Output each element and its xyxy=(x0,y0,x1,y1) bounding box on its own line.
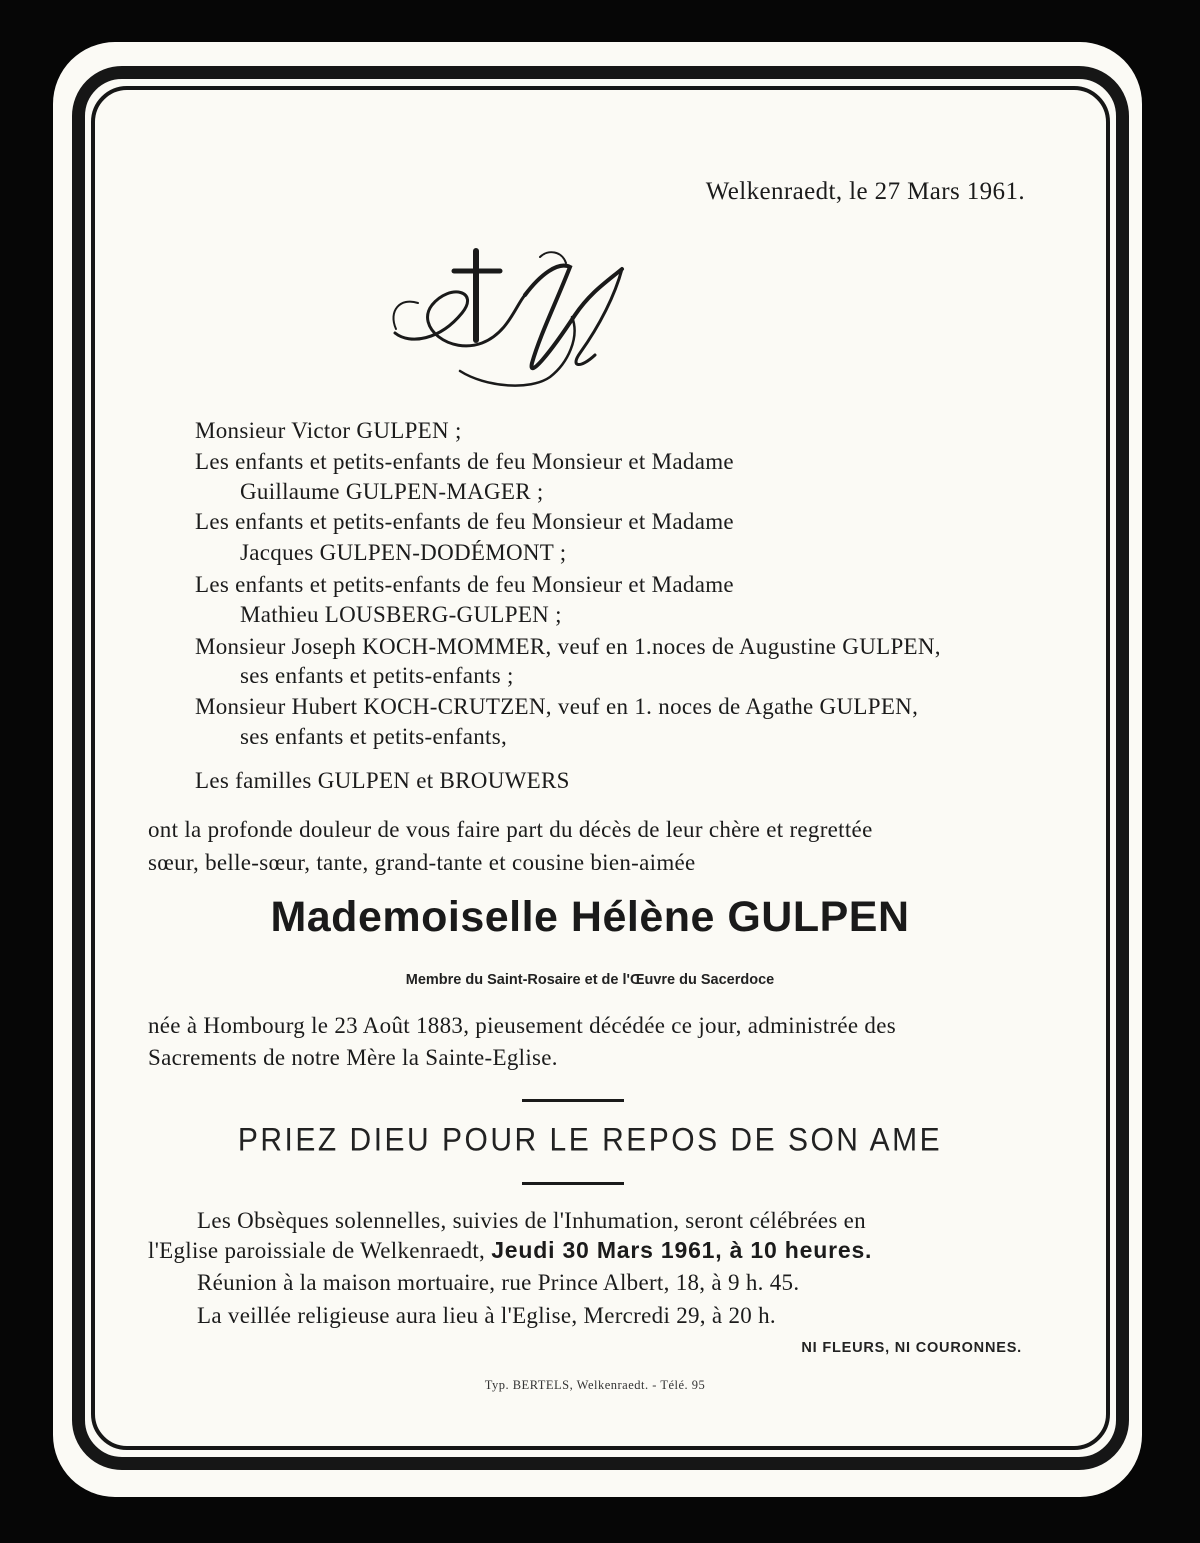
date-line: Welkenraedt, le 27 Mars 1961. xyxy=(705,178,1025,205)
mourner-line: Les familles GULPEN et BROUWERS xyxy=(195,768,570,793)
divider-top xyxy=(522,1099,624,1102)
membership-line: Membre du Saint-Rosaire et de l'Œuvre du Sacerdoce xyxy=(405,972,775,988)
announcement-line: sœur, belle-sœur, tante, grand-tante et cousine bien-aimée xyxy=(148,850,696,875)
mourner-line: Jacques GULPEN-DODÉMONT ; xyxy=(240,540,567,565)
mourner-line: Guillaume GULPEN-MAGER ; xyxy=(240,479,544,504)
mourner-line: Les enfants et petits-enfants de feu Monsieur et Madame xyxy=(195,572,734,597)
mourner-line: Monsieur Hubert KOCH-CRUTZEN, veuf en 1. noces de Agathe GULPEN, xyxy=(195,694,919,719)
no-flowers-notice: NI FLEURS, NI COURONNES. xyxy=(801,1340,1022,1356)
mourner-line: Les enfants et petits-enfants de feu Monsieur et Madame xyxy=(195,449,734,474)
funeral-church: l'Eglise paroissiale de Welkenraedt, xyxy=(148,1238,486,1263)
mourner-line: Monsieur Victor GULPEN ; xyxy=(195,418,462,443)
funeral-line: La veillée religieuse aura lieu à l'Eglise, Mercredi 29, à 20 h. xyxy=(197,1303,776,1328)
prayer-heading: PRIEZ DIEU POUR LE REPOS DE SON AME xyxy=(237,1122,943,1159)
mourner-line: ses enfants et petits-enfants, xyxy=(240,724,508,749)
divider-bottom xyxy=(522,1182,624,1185)
printer-credit: Typ. BERTELS, Welkenraedt. - Télé. 95 xyxy=(484,1378,706,1392)
mourner-line: Les enfants et petits-enfants de feu Monsieur et Madame xyxy=(195,509,734,534)
cross-monogram-icon xyxy=(390,245,630,395)
funeral-line: Réunion à la maison mortuaire, rue Prince Albert, 18, à 9 h. 45. xyxy=(197,1270,800,1295)
deceased-name: Mademoiselle Hélène GULPEN xyxy=(270,893,910,941)
announcement-line: ont la profonde douleur de vous faire part du décès de leur chère et regrettée xyxy=(148,817,873,842)
funeral-line xyxy=(148,1237,872,1264)
mourner-line: ses enfants et petits-enfants ; xyxy=(240,663,514,688)
mourner-line: Mathieu LOUSBERG-GULPEN ; xyxy=(240,602,562,627)
birth-death-line: née à Hombourg le 23 Août 1883, pieusement décédée ce jour, administrée des xyxy=(148,1013,896,1038)
mourner-line: Monsieur Joseph KOCH-MOMMER, veuf en 1.noces de Augustine GULPEN, xyxy=(195,634,941,659)
funeral-line: Les Obsèques solennelles, suivies de l'Inhumation, seront célébrées en xyxy=(197,1208,866,1233)
funeral-date: Jeudi 30 Mars 1961, à 10 heures. xyxy=(491,1237,873,1263)
birth-death-line: Sacrements de notre Mère la Sainte-Eglise. xyxy=(148,1045,558,1070)
